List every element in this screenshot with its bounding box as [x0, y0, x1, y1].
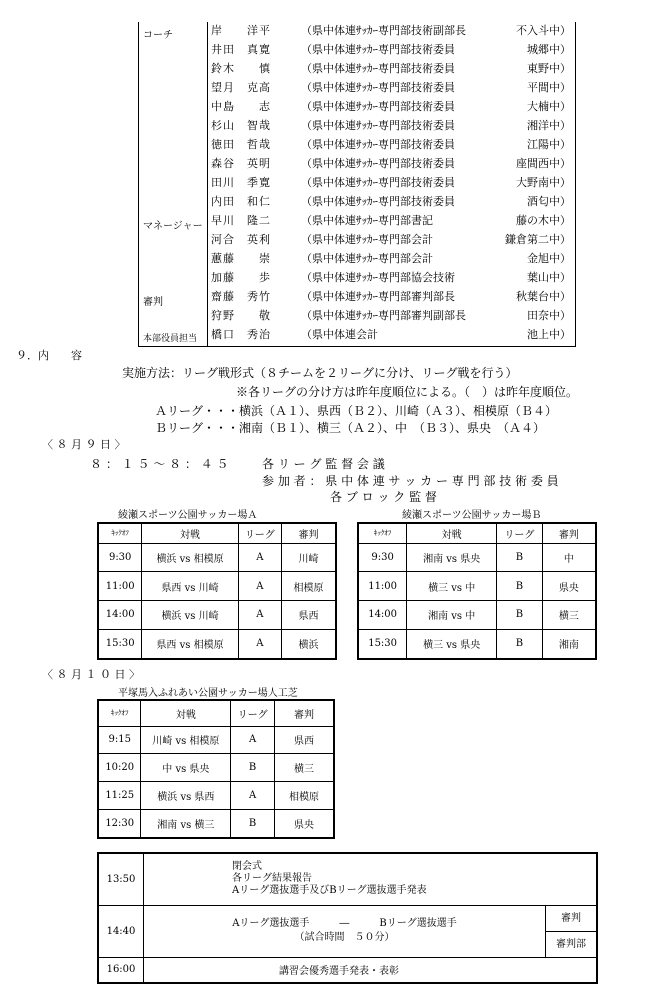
- closing-time: 14:40: [98, 905, 144, 957]
- table-row: [358, 601, 596, 630]
- staff-school: 城郷中）: [527, 43, 571, 56]
- referee-cell: 相模原: [274, 782, 334, 810]
- staff-school: 金旭中）: [527, 252, 571, 265]
- match-cell: 横三 vs 県央: [407, 629, 497, 659]
- staff-table: [138, 22, 576, 347]
- match-cell: 横三 vs 中: [407, 572, 497, 601]
- kickoff-time: 10:20: [98, 754, 141, 782]
- staff-name: 狩野 敬: [211, 309, 271, 322]
- referee-cell: 県央: [274, 809, 334, 838]
- staff-position: （県中体連ｻｯｶｰ専門部技術委員: [301, 43, 455, 56]
- closing-time: 13:50: [98, 853, 144, 905]
- match-cell: 川崎 vs 相模原: [141, 726, 231, 754]
- staff-name: 中島 志: [211, 100, 271, 113]
- table-row: [98, 572, 336, 601]
- staff-row: [209, 326, 573, 344]
- header-league: リーグ: [497, 523, 543, 543]
- header-league: リーグ: [238, 523, 281, 543]
- day1-event: 各 リ ー グ 監 督 会 議: [262, 457, 385, 471]
- staff-position: （県中体連ｻｯｶｰ専門部書記: [301, 214, 433, 227]
- staff-position: （県中体連ｻｯｶｰ専門部技術委員: [301, 157, 455, 170]
- staff-row: [209, 79, 573, 97]
- staff-school: 田奈中）: [527, 309, 571, 322]
- staff-position: （県中体連ｻｯｶｰ専門部技術副部長: [301, 24, 466, 37]
- staff-position: （県中体連ｻｯｶｰ専門部技術委員: [301, 100, 455, 113]
- kickoff-time: 11:00: [358, 572, 407, 601]
- match-cell: 県西 vs 相模原: [142, 629, 238, 659]
- table-row: [358, 572, 596, 601]
- table-row: [358, 629, 596, 659]
- match-cell: 湘南 vs 横三: [141, 809, 231, 838]
- staff-position: （県中体連会計: [301, 328, 378, 341]
- staff-school: 秋葉台中）: [516, 290, 571, 303]
- staff-name: 田川 季寛: [211, 176, 271, 189]
- staff-row: [209, 155, 573, 173]
- league-cell: B: [497, 629, 543, 659]
- role-coach: コーチ: [143, 30, 173, 41]
- match-cell: 中 vs 県央: [141, 754, 231, 782]
- staff-row: [209, 174, 573, 192]
- kickoff-time: 9:30: [358, 543, 407, 572]
- venue-b-label: 綾瀬スポーツ公園サッカー場Ｂ: [402, 510, 542, 521]
- table-row: [98, 726, 334, 754]
- referee-cell: 川崎: [282, 543, 337, 572]
- closing-schedule-table: [97, 852, 598, 984]
- league-cell: B: [497, 601, 543, 630]
- staff-school: 不入斗中）: [516, 24, 571, 37]
- staff-position: （県中体連ｻｯｶｰ専門部会計: [301, 233, 433, 246]
- referee-cell: 中: [542, 543, 596, 572]
- header-referee: 審判: [274, 700, 334, 726]
- staff-position: （県中体連ｻｯｶｰ専門部技術委員: [301, 119, 455, 132]
- staff-row: [209, 231, 573, 249]
- staff-name: 徳田 哲哉: [211, 138, 271, 151]
- header-kickoff: ｷｯｸｵﾌ: [98, 700, 141, 726]
- header-match: 対戦: [407, 523, 497, 543]
- league-cell: B: [231, 809, 275, 838]
- venue-a-label: 綾瀬スポーツ公園サッカー場Ａ: [118, 510, 258, 521]
- day1-time: ８ ： １ ５ 〜 ８ ： ４ ５: [90, 457, 229, 471]
- staff-name: 橋口 秀治: [211, 328, 271, 341]
- league-cell: B: [497, 572, 543, 601]
- staff-position: （県中体連ｻｯｶｰ専門部技術委員: [301, 195, 455, 208]
- staff-row: [209, 98, 573, 116]
- league-cell: A: [238, 543, 281, 572]
- match-cell: 横浜 vs 川崎: [142, 601, 238, 630]
- header-match: 対戦: [142, 523, 238, 543]
- kickoff-time: 9:30: [98, 543, 142, 572]
- staff-name: 加藤 歩: [211, 271, 271, 284]
- closing-line: 閉会式: [232, 861, 262, 873]
- match-cell: 湘南 vs 県央: [407, 543, 497, 572]
- staff-row: [209, 288, 573, 306]
- closing-time: 16:00: [98, 957, 144, 983]
- schedule-table-a: [97, 522, 337, 660]
- table-row: [98, 601, 336, 630]
- staff-row: [209, 307, 573, 325]
- referee-cell: 県西: [282, 601, 337, 630]
- day1-attendees: 参 加 者 ： 県 中 体 連 サ ッ カ ー 専 門 部 技 術 委 員: [262, 474, 559, 488]
- staff-name: 鈴木 慎: [211, 62, 271, 75]
- staff-school: 湘洋中）: [527, 119, 571, 132]
- staff-name: 井田 真寛: [211, 43, 271, 56]
- referee-cell: 横三: [542, 601, 596, 630]
- league-a-line: Ａリーグ・・・横浜（Ａ１）、県西（Ｂ２）、川崎（Ａ３）、相模原（Ｂ４）: [155, 404, 558, 418]
- table-row: [98, 754, 334, 782]
- closing-line: 各リーグ結果報告: [232, 873, 312, 885]
- staff-name: 齋藤 秀竹: [211, 290, 271, 303]
- closing-line: Aリーグ選抜選手及びBリーグ選抜選手発表: [232, 885, 427, 897]
- table-row: [98, 782, 334, 810]
- staff-row: [209, 60, 573, 78]
- table-row: [358, 543, 596, 572]
- league-cell: B: [231, 754, 275, 782]
- staff-position: （県中体連ｻｯｶｰ専門部技術委員: [301, 81, 455, 94]
- schedule-table-c: [97, 699, 335, 839]
- role-referee: 審判: [143, 297, 163, 308]
- referee-cell: 相模原: [282, 572, 337, 601]
- staff-row: [209, 41, 573, 59]
- closing-row: [98, 957, 597, 983]
- referee-cell: 県西: [274, 726, 334, 754]
- header-match: 対戦: [141, 700, 231, 726]
- staff-row: [209, 212, 573, 230]
- referee-cell: 横三: [274, 754, 334, 782]
- staff-row: [209, 250, 573, 268]
- header-league: リーグ: [231, 700, 275, 726]
- table-header-row: [358, 523, 596, 543]
- match-cell: 湘南 vs 中: [407, 601, 497, 630]
- table-row: [98, 809, 334, 838]
- day1-attendees2: 各 ブ ロ ッ ク 監 督: [330, 490, 437, 504]
- staff-position: （県中体連ｻｯｶｰ専門部技術委員: [301, 138, 455, 151]
- section-heading: ９．内 容: [16, 349, 82, 362]
- staff-row: [209, 117, 573, 135]
- staff-school: 座間西中）: [516, 157, 571, 170]
- staff-position: （県中体連ｻｯｶｰ専門部協会技術: [301, 271, 455, 284]
- staff-name: 早川 隆二: [211, 214, 271, 227]
- method-line: 実施方法：リーグ戦形式（８チームを２リーグに分け、リーグ戦を行う）: [122, 366, 518, 380]
- match-cell: 横浜 vs 相模原: [142, 543, 238, 572]
- closing-content: 講習会優秀選手発表・表彰: [144, 957, 598, 983]
- staff-name: 岸 洋平: [211, 24, 271, 37]
- kickoff-time: 15:30: [98, 629, 142, 659]
- referee-cell: 横浜: [282, 629, 337, 659]
- staff-row: [209, 22, 573, 40]
- role-manager: マネージャー: [143, 221, 203, 232]
- closing-line: （試合時間 ５０分）: [294, 932, 395, 943]
- league-cell: A: [238, 572, 281, 601]
- closing-referee-dept: 審判部: [556, 938, 586, 950]
- kickoff-time: 9:15: [98, 726, 141, 754]
- staff-position: （県中体連ｻｯｶｰ専門部技術委員: [301, 176, 455, 189]
- kickoff-time: 14:00: [98, 601, 142, 630]
- referee-cell: 県央: [542, 572, 596, 601]
- header-kickoff: ｷｯｸｵﾌ: [98, 523, 142, 543]
- header-kickoff: ｷｯｸｵﾌ: [358, 523, 407, 543]
- closing-content: [144, 853, 598, 905]
- league-cell: A: [238, 629, 281, 659]
- staff-name: 森谷 英明: [211, 157, 271, 170]
- staff-school: 酒匂中）: [527, 195, 571, 208]
- match-cell: 横浜 vs 県西: [141, 782, 231, 810]
- staff-school: 大楠中）: [527, 100, 571, 113]
- header-referee: 審判: [542, 523, 596, 543]
- staff-name: 望月 克高: [211, 81, 271, 94]
- staff-name: 杉山 智哉: [211, 119, 271, 132]
- league-b-line: Ｂリーグ・・・湘南（Ｂ１）、横三（Ａ２）、中 （Ｂ３）、県央 （Ａ４）: [155, 421, 546, 435]
- closing-row: [98, 905, 597, 957]
- staff-school: 東野中）: [527, 62, 571, 75]
- kickoff-time: 14:00: [358, 601, 407, 630]
- day1-date: 〈 ８ 月 ９ 日 〉: [42, 438, 126, 451]
- league-cell: B: [497, 543, 543, 572]
- kickoff-time: 11:00: [98, 572, 142, 601]
- staff-school: 江陽中）: [527, 138, 571, 151]
- staff-school: 平間中）: [527, 81, 571, 94]
- kickoff-time: 11:25: [98, 782, 141, 810]
- schedule-table-b: [357, 522, 597, 660]
- staff-name: 内田 和仁: [211, 195, 271, 208]
- staff-school: 葉山中）: [527, 271, 571, 284]
- staff-school: 池上中）: [527, 328, 571, 341]
- kickoff-time: 15:30: [358, 629, 407, 659]
- staff-row: [209, 269, 573, 287]
- staff-position: （県中体連ｻｯｶｰ専門部技術委員: [301, 62, 455, 75]
- table-header-row: [98, 523, 336, 543]
- closing-referee: 審判: [546, 906, 596, 932]
- day2-date: 〈 ８ 月 １ ０ 日 〉: [42, 668, 140, 681]
- staff-school: 鎌倉第二中）: [505, 233, 571, 246]
- kickoff-time: 12:30: [98, 809, 141, 838]
- closing-line: Aリーグ選抜選手 ― Bリーグ選抜選手: [232, 918, 457, 929]
- staff-row: [209, 193, 573, 211]
- match-cell: 県西 vs 川崎: [142, 572, 238, 601]
- staff-position: （県中体連ｻｯｶｰ専門部審判部長: [301, 290, 455, 303]
- league-cell: A: [238, 601, 281, 630]
- staff-name: 蕙藤 崇: [211, 252, 271, 265]
- closing-referee-cell: [546, 905, 598, 957]
- staff-position: （県中体連ｻｯｶｰ専門部会計: [301, 252, 433, 265]
- table-header-row: [98, 700, 334, 726]
- staff-school: 藤の木中）: [516, 214, 571, 227]
- staff-school: 大野南中）: [516, 176, 571, 189]
- staff-name: 河合 英利: [211, 233, 271, 246]
- closing-row: [98, 853, 597, 905]
- league-cell: A: [231, 782, 275, 810]
- note-line: ※各リーグの分け方は昨年度順位による。（ ）は昨年度順位。: [236, 385, 579, 399]
- header-referee: 審判: [282, 523, 337, 543]
- role-office: 本部役員担当: [143, 334, 198, 344]
- league-cell: A: [231, 726, 275, 754]
- table-row: [98, 543, 336, 572]
- staff-row: [209, 136, 573, 154]
- venue-c-label: 平塚馬入ふれあい公園サッカー場人工芝: [118, 688, 298, 699]
- closing-content: [144, 905, 546, 957]
- table-row: [98, 629, 336, 659]
- staff-position: （県中体連ｻｯｶｰ専門部審判副部長: [301, 309, 466, 322]
- referee-cell: 湘南: [542, 629, 596, 659]
- staff-table-divider: [207, 22, 208, 346]
